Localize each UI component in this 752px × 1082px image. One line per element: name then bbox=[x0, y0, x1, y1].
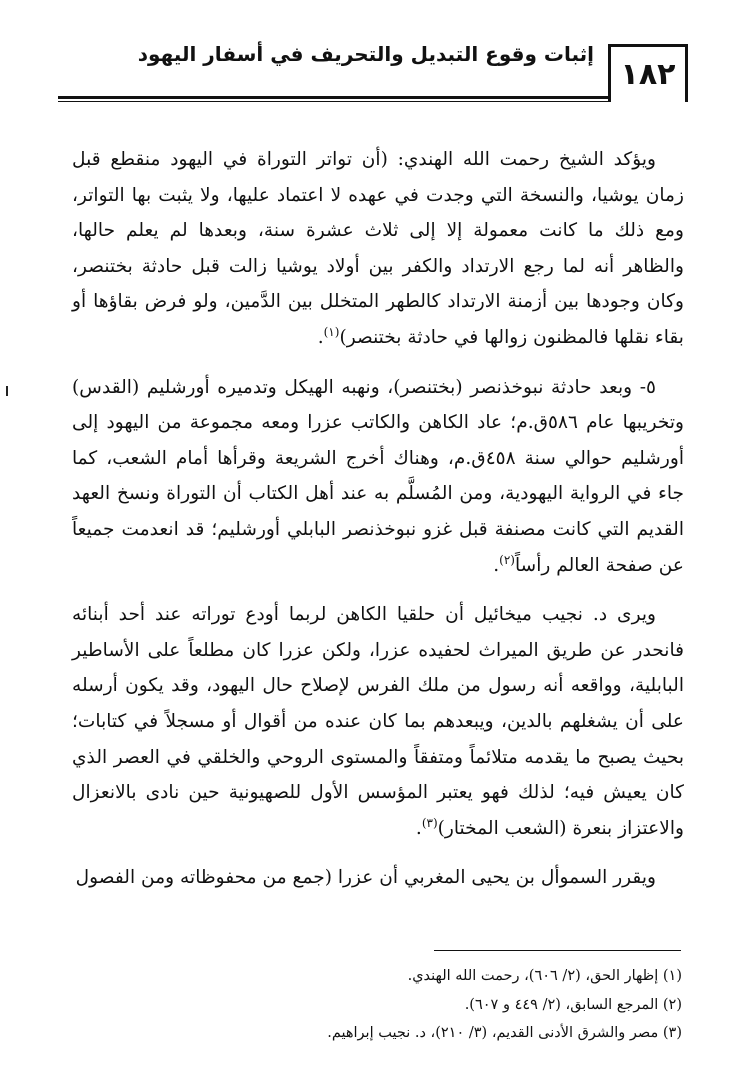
footnote-separator bbox=[434, 950, 681, 951]
paragraph bbox=[72, 597, 684, 846]
paragraph bbox=[72, 860, 684, 896]
running-header-title: إثبات وقوع التبديل والتحريف في أسفار اليهود bbox=[137, 42, 594, 66]
page-number bbox=[608, 44, 688, 102]
paragraph-end: . bbox=[493, 554, 500, 576]
main-text bbox=[72, 142, 684, 910]
paragraph-text: ويرى د. نجيب ميخائيل أن حلقيا الكاهن لربما أودع توراته عند أحد أبنائه فانحدر عن طريق الميراث لحفيده عزرا، ولكن عزرا كان مطلعاً على الأساطير البابلية، وواقعه أنه رسول من ملك الفرس لإصلاح حال اليهود، وقد يكون أرسله على أن يشغلهم بالدين، ويبعدهم بما كان عنده من أقوال أو مسجلاً في كتابات؛ بحيث يصبح ما يقدمه متلائماً ومتفقاً والمستوى الروحي والخلقي في العصر الذي كان يعيش فيه؛ لذلك فهو يعتبر المؤسس الأول للصهيونية حين نادى بالانعزال والاعتزاز بنعرة (الشعب المختار) bbox=[72, 604, 684, 839]
footnote: (٣) مصر والشرق الأدنى القديم، (٣/ ٢١٠)، د. نجيب إبراهيم. bbox=[327, 1025, 682, 1041]
margin-mark bbox=[6, 386, 8, 396]
paragraph-text: ٥- وبعد حادثة نبوخذنصر (بختنصر)، ونهبه الهيكل وتدميره أورشليم (القدس) وتخريبها عام ٥٨٦ق.م؛ عاد الكاهن والكاتب عزرا ومعه مجموعة من اليهود إلى أورشليم حوالي سنة ٤٥٨ق.م، وهناك أخرج الشريعة وقرأها أمام الشعب، كما جاء في الرواية اليهودية، ومن المُسلَّم به عند أهل الكتاب أن التوراة ونسخ العهد القديم التي كانت مصنفة قبل غزو نبوخذنصر البابلي أورشليم؛ قد انعدمت جميعاً عن صفحة العالم رأساً bbox=[72, 376, 685, 576]
footnote: (١) إظهار الحق، (٢/ ٦٠٦)، رحمت الله الهندي. bbox=[407, 968, 682, 984]
paragraph-text: ويؤكد الشيخ رحمت الله الهندي: (أن تواتر التوراة في اليهود منقطع قبل زمان يوشيا، والنسخة التي وجدت في عهده لا اعتماد عليها، ولا يثبت بها التواتر، ومع ذلك ما كانت معمولة إلا إلى ثلاث عشرة سنة، وبعدها لم يعلم حالها، والظاهر أنه لما رجع الارتداد والكفر بين أولاد يوشيا زالت قبل حادثة بختنصر، وكان وجودها بين أزمنة الارتداد كالطهر المتخلل بين الدَّمين، ولو فرض بقاؤها أو بقاء نقلها فالمظنون زوالها في حادثة بختنصر) bbox=[72, 149, 684, 348]
footnotes bbox=[90, 962, 682, 1048]
page-number-text: ١٨٢ bbox=[620, 57, 676, 92]
paragraph-end: . bbox=[415, 817, 422, 839]
footnote-ref: (١) bbox=[323, 324, 340, 339]
paragraph-end: . bbox=[317, 326, 324, 348]
footnote-ref: (٣) bbox=[421, 815, 438, 830]
header-rule-thin bbox=[58, 101, 611, 102]
footnote-ref: (٢) bbox=[499, 552, 515, 567]
paragraph bbox=[72, 370, 684, 584]
header-rule bbox=[58, 96, 611, 99]
paragraph-text: ويقرر السموأل بن يحيى المغربي أن عزرا (جمع من محفوظاته ومن الفصول bbox=[75, 867, 656, 889]
paragraph bbox=[72, 142, 684, 356]
footnote: (٢) المرجع السابق، (٢/ ٤٤٩ و ٦٠٧). bbox=[464, 996, 682, 1013]
